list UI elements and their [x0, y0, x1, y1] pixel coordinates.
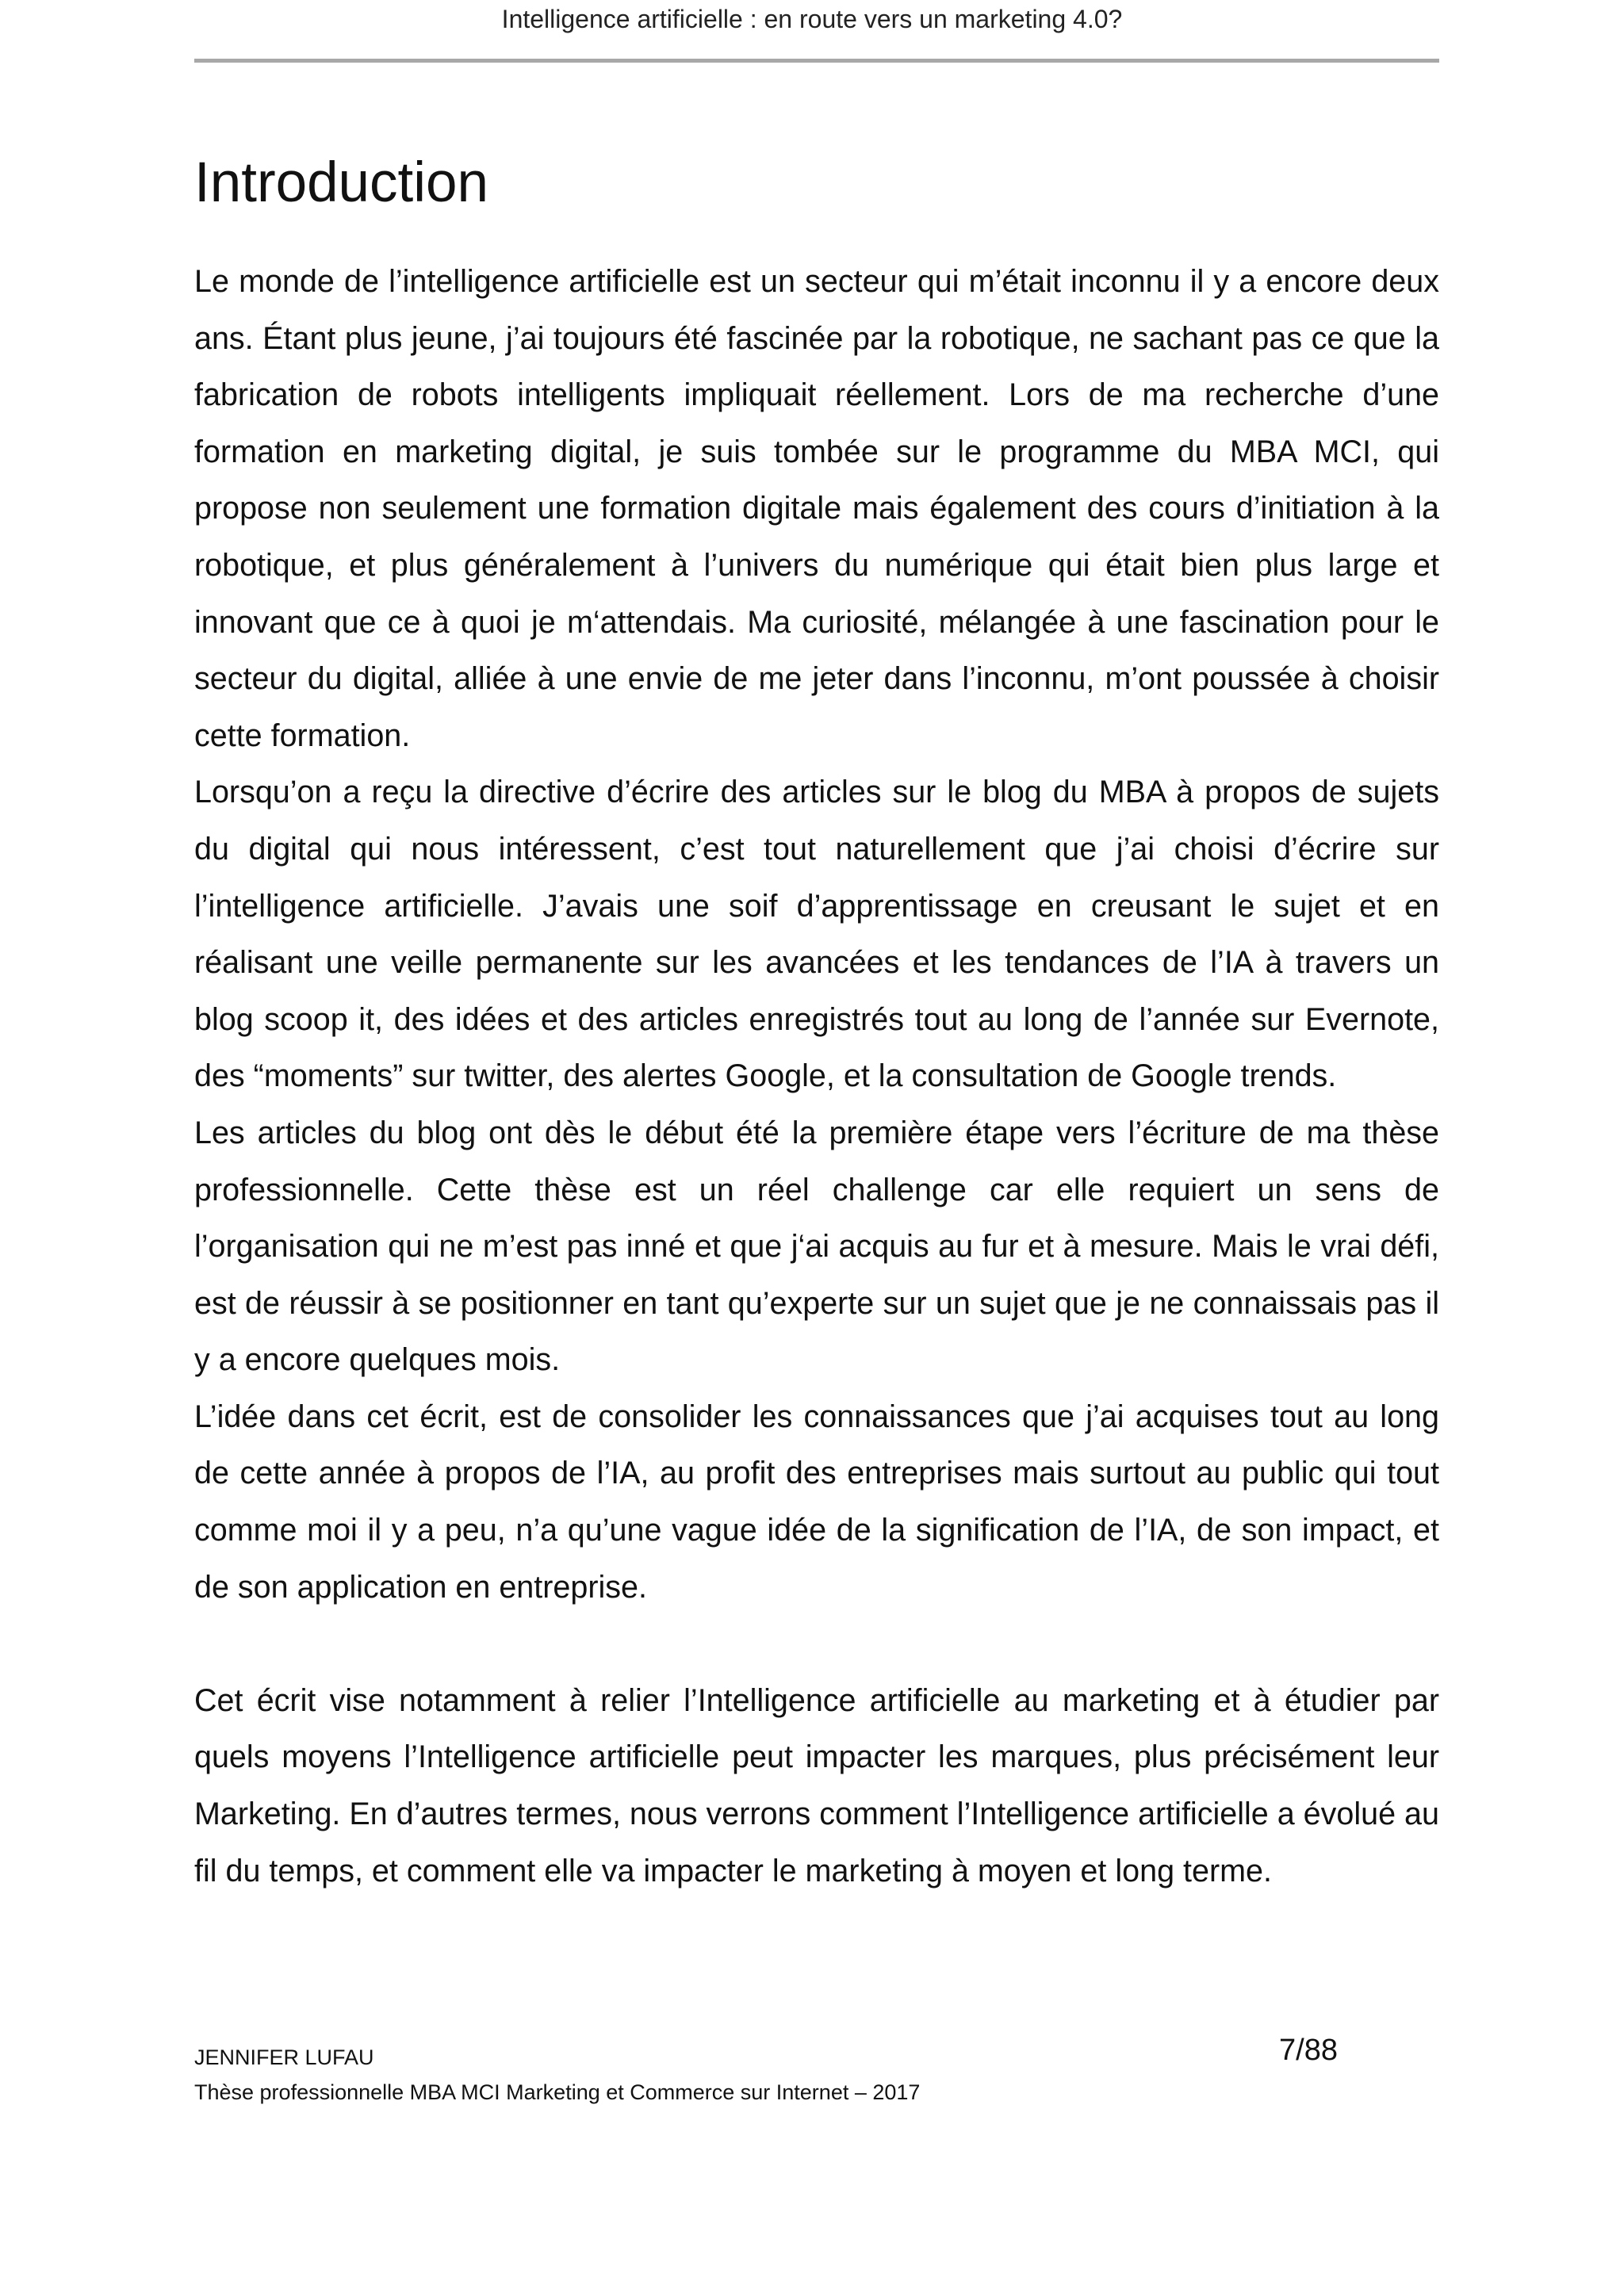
page-number: 7/88 [1279, 2034, 1338, 2067]
paragraph-2: Lorsqu’on a reçu la directive d’écrire des articles sur le blog du MBA à propos de sujets du digital qui nous intéressent, c’est tout naturellement que j’ai choisi d’écrire sur l’intelligence artificielle. J’avais une soif d’apprentissage en creusant le sujet et en réalisant une veille permanente sur les avancées et les tendances de l’IA à travers un blog scoop it, des idées et des articles enregistrés tout au long de l’année sur Evernote, des “moments” sur twitter, des alertes Google, et la consultation de Google trends. [194, 775, 1439, 1094]
header-divider [194, 59, 1439, 63]
paragraph-5: Cet écrit vise notamment à relier l’Intelligence artificielle au marketing et à étudier par quels moyens l’Intelligence artificielle peut impacter les marques, plus précisément leur Marketing. En d’autres termes, nous verrons comment l’Intelligence artificielle a évolué au fil du temps, et comment elle va impacter le marketing à moyen et long terme. [194, 1682, 1439, 1888]
footer-author: JENNIFER LUFAU [194, 2045, 374, 2069]
paragraph-1: Le monde de l’intelligence artificielle est un secteur qui m’était inconnu il y a encore deux ans. Étant plus jeune, j’ai toujours été fascinée par la robotique, ne sachant pas ce que la fabrication de robots intelligents impliquait réellement. Lors de ma recherche d’une formation en marketing digital, je suis tombée sur le programme du MBA MCI, qui propose non seulement une formation digitale mais également des cours d’initiation à la robotique, et plus généralement à l’univers du numérique qui était bien plus large et innovant que ce à quoi je m‘attendais. Ma curiosité, mélangée à une fascination pour le secteur du digital, alliée à une envie de me jeter dans l’inconnu, m’ont poussée à choisir cette formation. [194, 264, 1439, 753]
running-header: Intelligence artificielle : en route vers un marketing 4.0? [501, 5, 1123, 33]
page-title: Introduction [194, 151, 489, 214]
footer-subtitle: Thèse professionnelle MBA MCI Marketing et Commerce sur Internet – 2017 [194, 2080, 921, 2104]
body-text [194, 254, 1439, 1900]
paragraph-4: L’idée dans cet écrit, est de consolider les connaissances que j’ai acquises tout au long de cette année à propos de l’IA, au profit des entreprises mais surtout au public qui tout comme moi il y a peu, n’a qu’une vague idée de la signification de l’IA, de son impact, et de son application en entreprise. [194, 1399, 1439, 1605]
paragraph-3: Les articles du blog ont dès le début été la première étape vers l’écriture de ma thèse professionnelle. Cette thèse est un réel challenge car elle requiert un sens de l’organisation qui ne m’est pas inné et que j‘ai acquis au fur et à mesure. Mais le vrai défi, est de réussir à se positionner en tant qu’experte sur un sujet que je ne connaissais pas il y a encore quelques mois. [194, 1115, 1439, 1378]
